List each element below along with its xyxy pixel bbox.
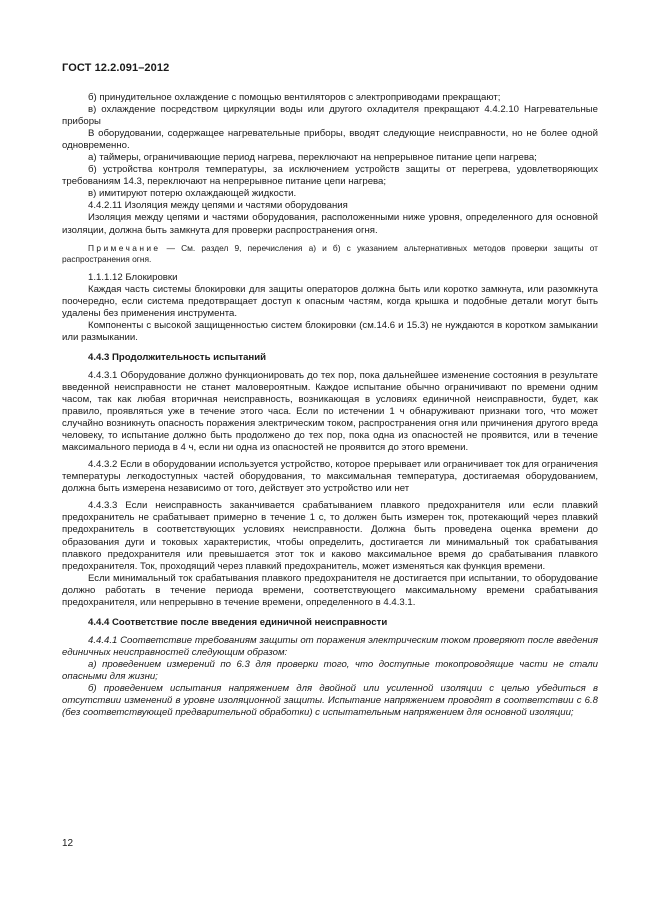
list-item: а) проведением измерений по 6.3 для проверки того, что доступные токопроводящие части не стали опасными для жизни;: [62, 658, 598, 682]
paragraph: Изоляция между цепями и частями оборудования, расположенными ниже уровня, определенного для основной изоляции, должна быть замкнута для проверки распространения огня.: [62, 212, 598, 236]
section-heading-bold: 4.4.4 Соответствие после введения единичной неисправности: [88, 616, 388, 628]
paragraph: в) охлаждение посредством циркуляции воды или другого охладителя прекращают 4.4.2.10 Нагревательные приборы: [62, 104, 598, 128]
section-heading: 1.1.1.12 Блокировки: [88, 271, 178, 283]
list-item: б) устройства контроля температуры, за исключением устройств защиты от перегрева, удовлетворяющих требованиям 14.3, переключают на непрерывное питание цепи нагрева;: [62, 164, 598, 188]
standard-header: ГОСТ 12.2.091–2012: [62, 62, 170, 74]
note-text: — См. раздел 9, перечисления а) и б) с указанием альтернативных методов проверки защиты от распространения огня.: [62, 242, 598, 264]
document-body: [62, 92, 598, 719]
paragraph: 4.4.3.2 Если в оборудовании используется устройство, которое прерывает или ограничивает ток для ограничения температуры легкодоступных частей оборудования, то максимальная температура, достигаемая оборудованием, должна быть измерена независимо от того, действует это устройство или нет: [62, 459, 598, 495]
paragraph: В оборудовании, содержащее нагревательные приборы, вводят следующие неисправности, но не более одной одновременно.: [62, 128, 598, 152]
list-item: б) проведением испытания напряжением для двойной или усиленной изоляции с целью убедиться в отсутствии изменений в уровне изоляционной защиты. Испытание напряжением проводят в соответствии с 6.8 (без соответствующей предварительной обработки) с испытательным напряжением для основной изоляции;: [62, 683, 598, 719]
paragraph: Если минимальный ток срабатывания плавкого предохранителя не достигается при испытании, то оборудование должно работать в течение периода времени, соответствующего максимальному времени срабатывания предохранителя, или непрерывно в течение времени, определенного в 4.4.3.1.: [62, 572, 598, 608]
note: [62, 243, 598, 265]
paragraph: Каждая часть системы блокировки для защиты операторов должна быть или коротко замкнута, или разомкнута поочередно, если система предотвращает доступ к опасным частям, когда крышка и подобные детали могут быть удалены без применения инструмента.: [62, 283, 598, 319]
section-heading: 4.4.2.11 Изоляция между цепями и частями оборудования: [88, 200, 348, 212]
note-label: Примечание: [88, 242, 161, 253]
paragraph: 4.4.3.3 Если неисправность заканчивается срабатыванием плавкого предохранителя или если плавкий предохранитель не срабатывает примерно в течение 1 с, то должен быть измерен ток, протекающий через плавкий предохранитель в соответствующих условиях неисправности. Должна быть проведена оценка времени до образования дуги и токовых характеристик, чтобы определить, достигается ли минимальный ток срабатывания плавкого предохранителя или превышается этот ток и каково максимальное время до срабатывания плавкого предохранителя. Ток, проходящий через плавкий предохранитель, может изменяться как функция времени.: [62, 500, 598, 572]
paragraph: Компоненты с высокой защищенностью систем блокировки (см.14.6 и 15.3) не нуждаются в коротком замыкании или размыкании.: [62, 319, 598, 343]
list-item: а) таймеры, ограничивающие период нагрева, переключают на непрерывное питание цепи нагрева;: [88, 152, 537, 164]
paragraph: 4.4.3.1 Оборудование должно функционировать до тех пор, пока дальнейшее изменение состояния в результате введенной неисправности не станет маловероятным. Каждое испытание обычно ограничивают по времени одним часом, так как любая вторичная неисправность, возникающая в условиях единичной неисправности, будет, как правило, проявляться уже в течение этого часа. Если по истечении 1 ч обнаруживают признаки того, что может случайно возникнуть опасность поражения электрическим током, распространения огня или причинения другого вреда человеку, то испытание должно быть продолжено до тех пор, пока одна из опасностей не проявится, или в течение максимального периода в 4 ч, если ни одна из опасностей не проявится до этого времени.: [62, 369, 598, 454]
paragraph: 4.4.4.1 Соответствие требованиям защиты от поражения электрическим током проверяют после введения единичных неисправностей следующим образом:: [62, 634, 598, 658]
section-heading-bold: 4.4.3 Продолжительность испытаний: [88, 351, 266, 363]
page-number: 12: [62, 838, 74, 849]
paragraph: б) принудительное охлаждение с помощью вентиляторов с электроприводами прекращают;: [88, 92, 501, 103]
list-item: в) имитируют потерю охлаждающей жидкости.: [88, 188, 297, 200]
